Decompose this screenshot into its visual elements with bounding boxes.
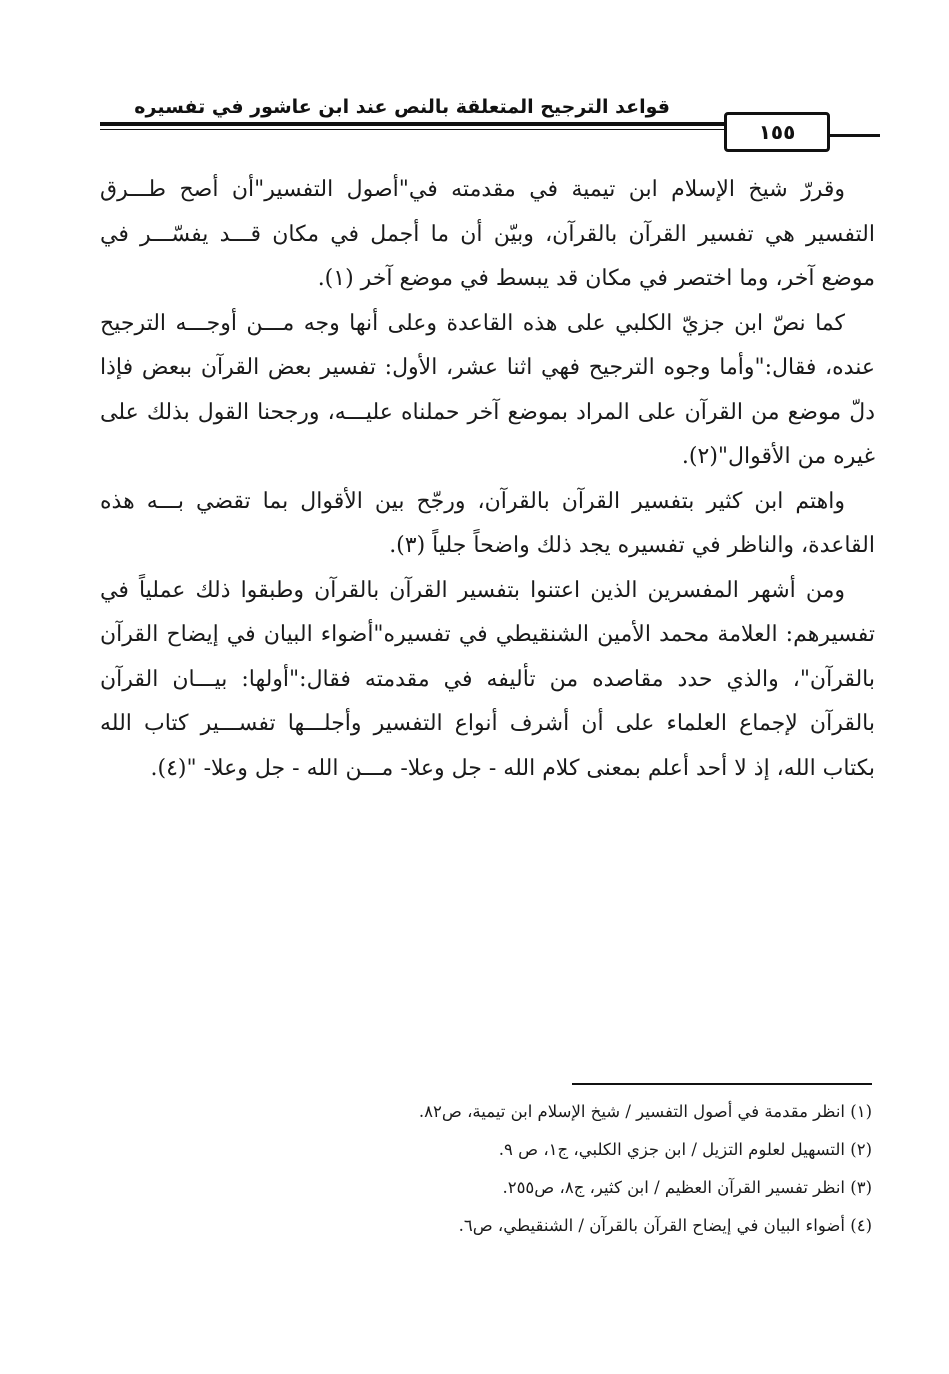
footnote-separator (572, 1083, 872, 1085)
footnote: (١) انظر مقدمة في أصول التفسير / شيخ الإسلام ابن تيمية، ص٨٢. (418, 1102, 872, 1121)
running-header (100, 92, 880, 152)
footnote: (٣) انظر تفسير القرآن العظيم / ابن كثير، ج٨، ص٢٥٥. (502, 1178, 872, 1197)
footnote: (٢) التسهيل لعلوم التزيل / ابن جزي الكلبي، ج١، ص ٩. (498, 1140, 872, 1159)
footnote: (٤) أضواء البيان في إيضاح القرآن بالقرآن / الشنقيطي، ص٦. (458, 1216, 872, 1235)
header-rule (100, 122, 760, 126)
paragraph: وقررّ شيخ الإسلام ابن تيمية في مقدمته في"أصول التفسير"أن أصح طـــرق التفسير هي تفسير القرآن بالقرآن، وبيّن أن ما أجمل في مكان قـــد يفسّـــر في موضع آخر، وما اختصر في مكان قد يبسط في موضع آخر (١). (100, 177, 875, 291)
page-number: ١٥٥ (724, 112, 830, 152)
paragraph: واهتم ابن كثير بتفسير القرآن بالقرآن، ورجّح بين الأقوال بما تقضي بـــه هذه القاعدة، والناظر في تفسيره يجد ذلك واضحاً جلياً (٣). (100, 488, 875, 558)
paragraph: كما نصّ ابن جزيّ الكلبي على هذه القاعدة وعلى أنها وجه مـــن أوجـــه الترجيح عنده، فقال:"وأما وجوه الترجيح فهي اثنا عشر، الأول: تفسير بعض القرآن ببعض فإذا دلّ موضع من القرآن على المراد بموضع آخر حملناه عليـــه، ورجحنا القول بذلك على غيره من الأقوال"(٢). (100, 310, 875, 469)
header-rule-thin (100, 129, 760, 130)
footnotes (100, 1093, 872, 1245)
paragraph: ومن أشهر المفسرين الذين اعتنوا بتفسير القرآن بالقرآن وطبقوا ذلك عملياً في تفسيرهم: العلامة محمد الأمين الشنقيطي في تفسيره"أضواء البيان في إيضاح القرآن بالقرآن"، والذي حدد مقاصده من تأليفه في مقدمته فقال:"أولها: بيـــان القرآن بالقرآن لإجماع العلماء على أن أشرف أنواع التفسير وأجلـــها تفســـير كتاب الله بكتاب الله، إذ لا أحد أعلم بمعنى كلام الله - جل وعلا- مـــن الله - جل وعلا- "(٤). (100, 577, 875, 781)
body-text (100, 168, 875, 791)
header-rule-tail (828, 134, 880, 137)
running-header-title: قواعد الترجيح المتعلقة بالنص عند ابن عاشور في تفسيره (134, 96, 670, 118)
